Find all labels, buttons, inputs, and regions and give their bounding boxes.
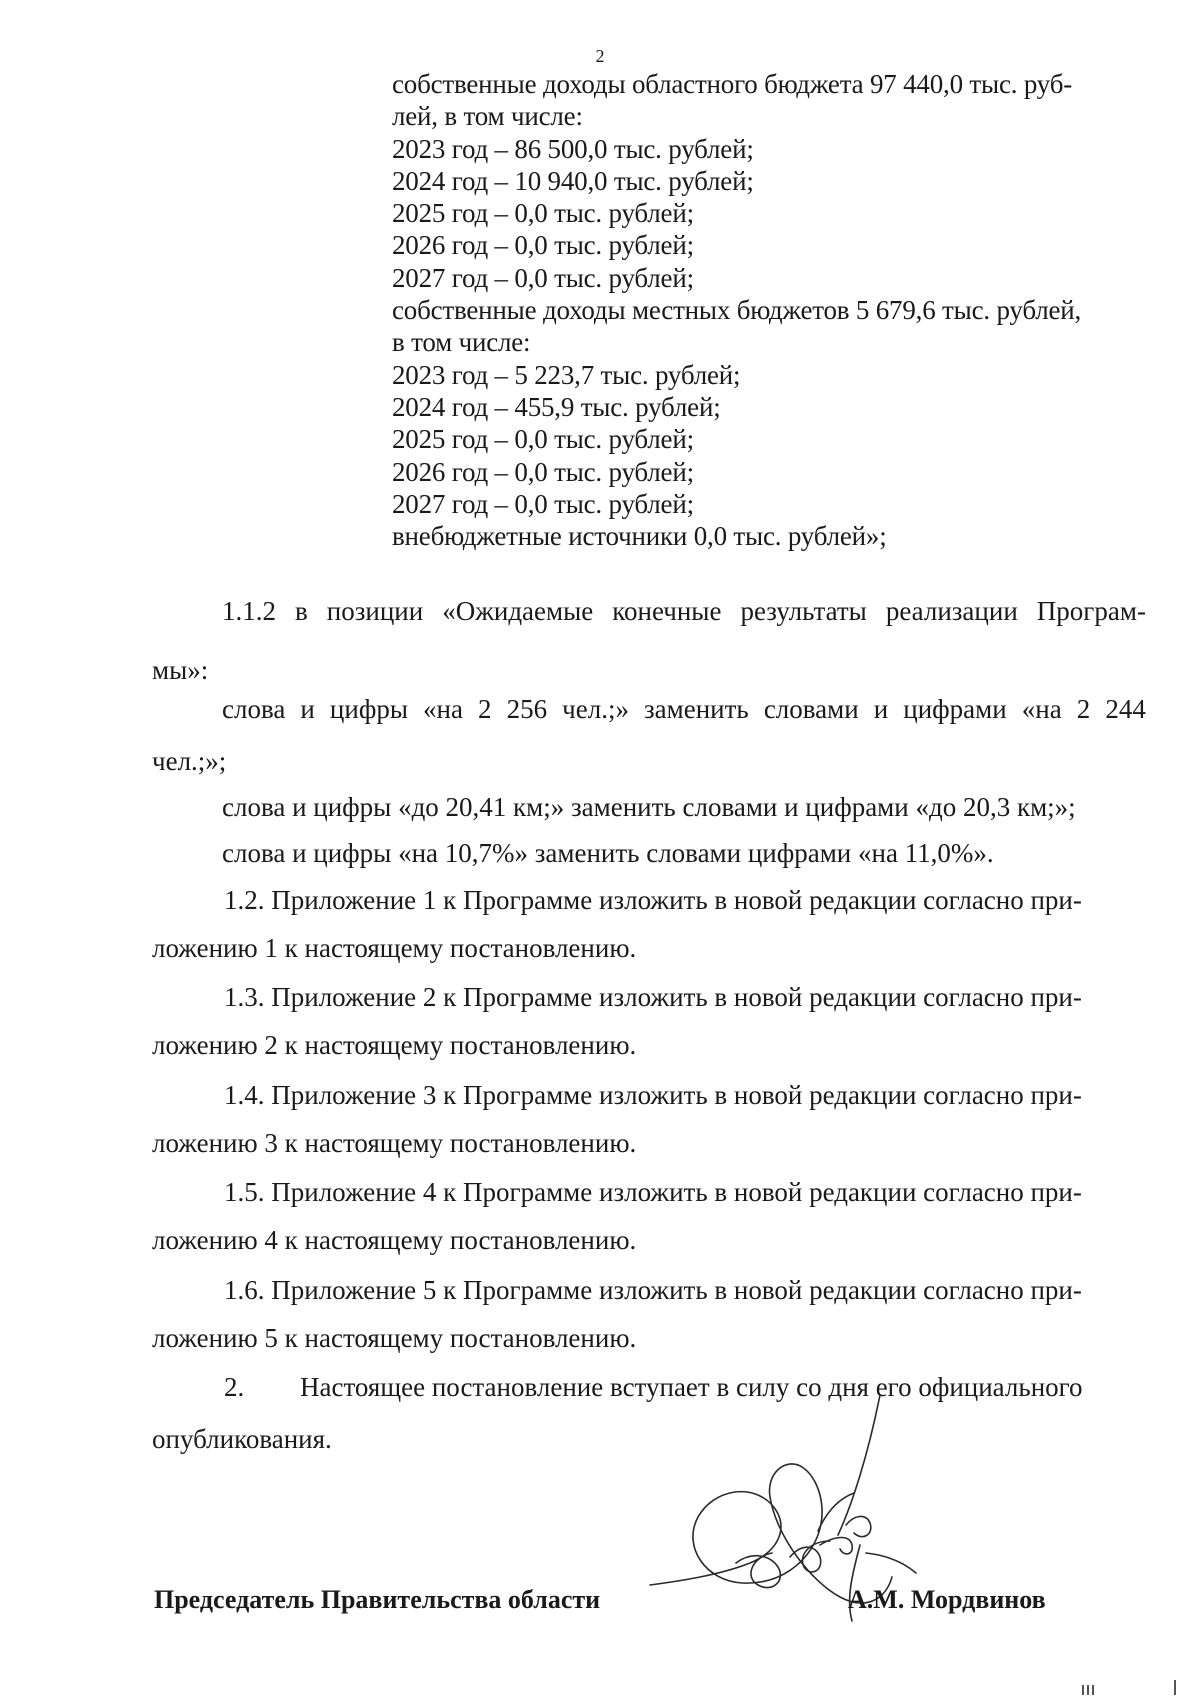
annex-item-1-2: 1.2. Приложение 1 к Программе изложить в новой редакции согласно при- — [224, 885, 1082, 915]
extrabudgetary-sources: внебюджетные источники 0,0 тыс. рублей»; — [392, 521, 887, 552]
replace-percent: слова и цифры «на 10,7%» заменить словами цифрами «на 11,0%». — [222, 838, 994, 868]
scan-mark — [1174, 1680, 1176, 1695]
word: конечные — [612, 596, 722, 626]
local-budget-total-cont: в том числе: — [392, 327, 531, 358]
financing-block — [392, 68, 1152, 552]
word: чел.;» — [562, 694, 629, 724]
regional-year-2025: 2025 год – 0,0 тыс. рублей; — [392, 198, 694, 229]
local-budget-total: собственные доходы местных бюджетов 5 679,6 тыс. рублей, — [392, 295, 1082, 326]
signer-name: А.М. Мордвинов — [848, 1585, 1046, 1614]
annex-item-1-4-cont: ложению 3 к настоящему постановлению. — [152, 1128, 637, 1158]
local-year-2025: 2025 год – 0,0 тыс. рублей; — [392, 424, 694, 455]
word: 2 — [478, 694, 492, 724]
word: в — [295, 596, 308, 626]
annex-item-1-5-cont: ложению 4 к настоящему постановлению. — [152, 1225, 637, 1255]
replace-people-count-cont: чел.;»; — [152, 746, 227, 776]
word: «Ожидаемые — [442, 596, 594, 626]
word: цифрами — [903, 694, 1007, 724]
scan-mark — [1092, 1685, 1094, 1695]
word: 256 — [506, 694, 548, 724]
regional-budget-total: собственные доходы областного бюджета 97 440,0 тыс. руб- — [392, 69, 1073, 99]
regional-year-2023: 2023 год – 86 500,0 тыс. рублей; — [392, 133, 754, 164]
item-1-1-2-heading — [222, 596, 1146, 627]
item-2-text: Настоящее постановление вступает в силу со дня его официального — [300, 1372, 1083, 1402]
local-year-2027: 2027 год – 0,0 тыс. рублей; — [392, 488, 694, 519]
local-year-2024: 2024 год – 455,9 тыс. рублей; — [392, 391, 721, 422]
local-year-2026: 2026 год – 0,0 тыс. рублей; — [392, 456, 694, 487]
annex-item-1-2-cont: ложению 1 к настоящему постановлению. — [152, 933, 637, 963]
word: словами — [763, 694, 859, 724]
word: и — [873, 694, 889, 724]
word: Програм- — [1036, 596, 1146, 626]
regional-year-2024: 2024 год – 10 940,0 тыс. рублей; — [392, 165, 754, 196]
word: 2 — [1076, 694, 1091, 724]
annex-item-1-5: 1.5. Приложение 4 к Программе изложить в новой редакции согласно при- — [224, 1177, 1082, 1207]
scan-mark — [1087, 1685, 1089, 1695]
annex-item-1-3-cont: ложению 2 к настоящему постановлению. — [152, 1030, 637, 1060]
scan-mark — [1082, 1685, 1084, 1695]
signer-position: Председатель Правительства области — [154, 1585, 601, 1614]
word: «на — [1021, 694, 1062, 724]
word: и — [300, 694, 315, 724]
word: цифры — [329, 694, 408, 724]
annex-item-1-4: 1.4. Приложение 3 к Программе изложить в новой редакции согласно при- — [224, 1080, 1082, 1110]
item-1-1-2-heading-cont: мы»: — [152, 655, 209, 685]
item-2-text-cont: опубликования. — [152, 1424, 332, 1454]
page-number: 2 — [595, 46, 605, 66]
word: слова — [222, 694, 286, 724]
local-year-2023: 2023 год – 5 223,7 тыс. рублей; — [392, 359, 741, 390]
regional-year-2026: 2026 год – 0,0 тыс. рублей; — [392, 230, 694, 261]
word: 244 — [1105, 694, 1146, 724]
word: позиции — [326, 596, 424, 626]
replace-km: слова и цифры «до 20,41 км;» заменить словами и цифрами «до 20,3 км;»; — [222, 792, 1076, 822]
word: 1.1.2 — [222, 596, 276, 626]
item-2-number: 2. — [224, 1372, 245, 1402]
annex-item-1-6-cont: ложению 5 к настоящему постановлению. — [152, 1323, 637, 1353]
word: результаты — [740, 596, 867, 626]
annex-item-1-6: 1.6. Приложение 5 к Программе изложить в новой редакции согласно при- — [224, 1275, 1082, 1305]
annex-item-1-3: 1.3. Приложение 2 к Программе изложить в новой редакции согласно при- — [224, 982, 1082, 1012]
word: «на — [423, 694, 463, 724]
word: реализации — [885, 596, 1018, 626]
word: заменить — [644, 694, 749, 724]
regional-budget-total-cont: лей, в том числе: — [392, 101, 583, 132]
regional-year-2027: 2027 год – 0,0 тыс. рублей; — [392, 262, 694, 293]
replace-people-count — [222, 694, 1146, 725]
